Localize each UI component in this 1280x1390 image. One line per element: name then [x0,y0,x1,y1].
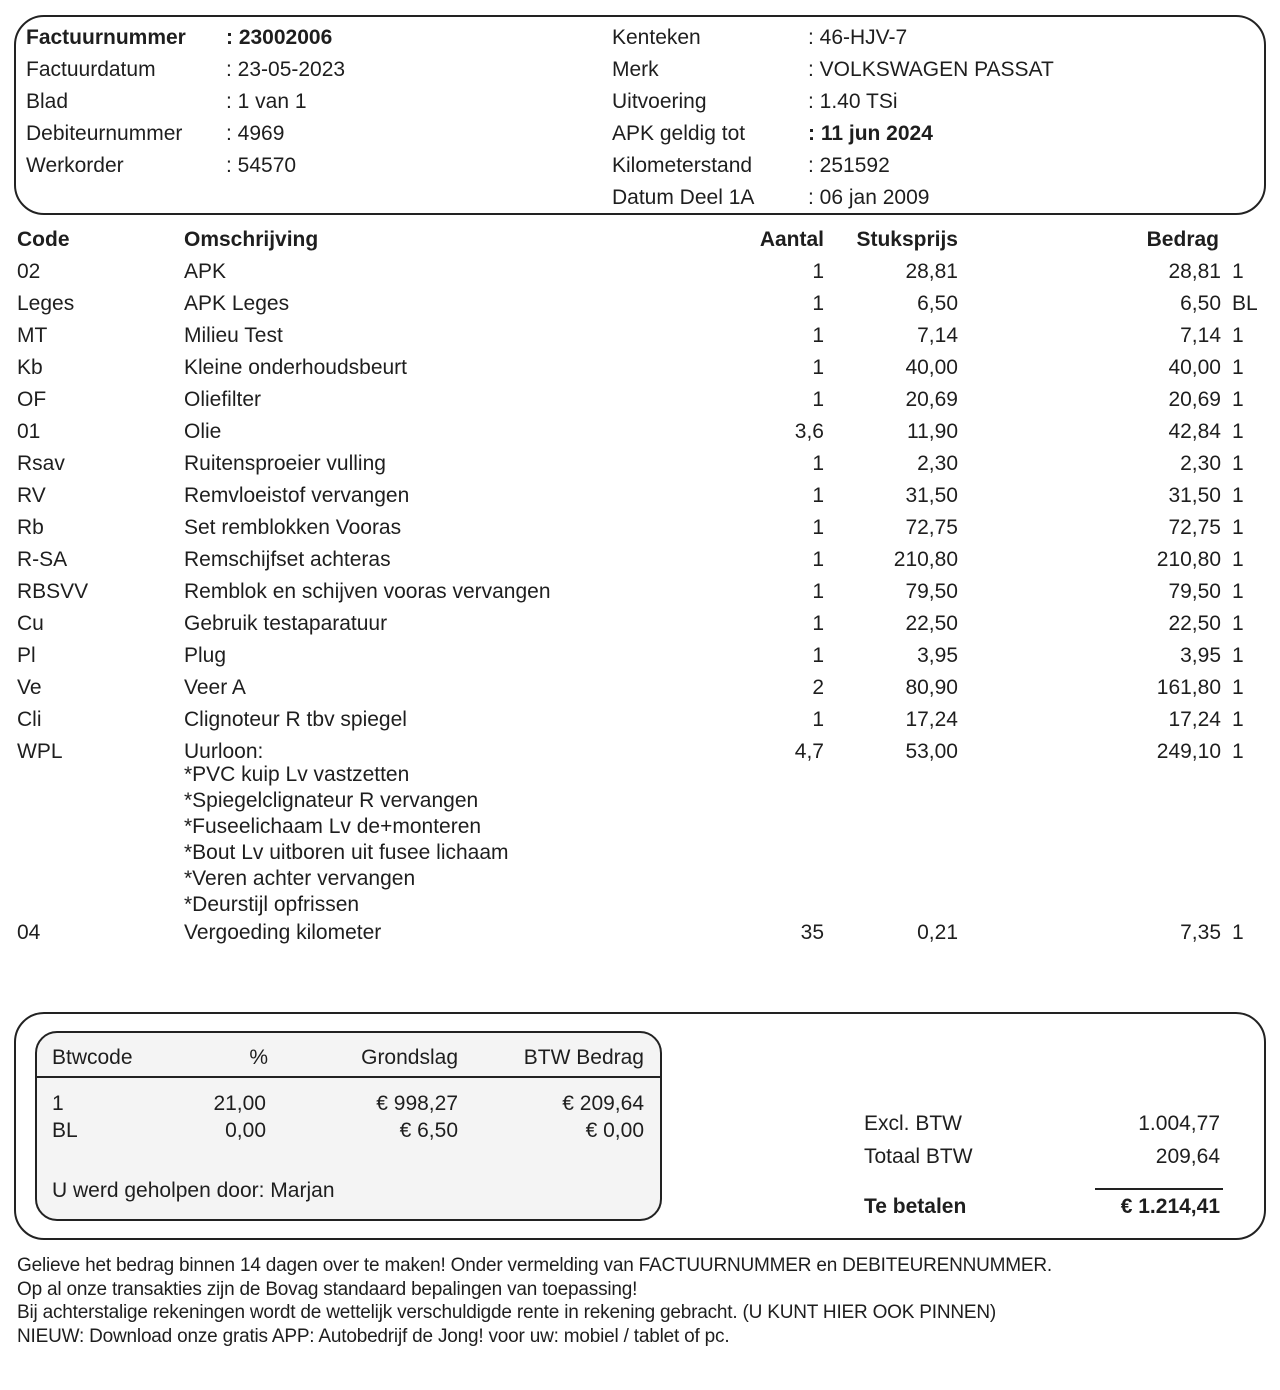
item-code: 02 [17,260,41,283]
item-description: Clignoteur R tbv spiegel [184,708,407,731]
invoice-number-label: Factuurnummer [26,26,186,49]
registration-date-label: Datum Deel 1A [612,186,755,209]
invoice-date-value: : 23-05-2023 [226,58,346,81]
item-btw-code: 1 [1232,676,1244,699]
btw-row-1-code: 1 [52,1092,64,1115]
license-plate-label: Kenteken [612,26,701,49]
item-description: Kleine onderhoudsbeurt [184,356,408,379]
model-label: Uitvoering [612,90,707,113]
invoice-number-value: : 23002006 [226,26,333,49]
item-unit-price: 2,30 [917,452,958,475]
item-description: Veer A [184,676,246,699]
item-quantity: 4,7 [794,740,824,763]
item-btw-code: 1 [1232,548,1244,571]
item-unit-price: 3,95 [917,644,958,667]
work-order-value: : 54570 [226,154,297,177]
item-unit-price: 7,14 [917,324,958,347]
item-quantity: 1 [812,260,824,283]
item-unit-price: 28,81 [905,260,958,283]
btw-header-divider [35,1076,662,1078]
excl-btw-label: Excl. BTW [864,1112,962,1135]
app-note: NIEUW: Download onze gratis APP: Autobedrijf de Jong! voor uw: mobiel / tablet of pc. [17,1326,730,1347]
item-description: Set remblokken Vooras [184,516,402,539]
item-btw-code: 1 [1232,452,1244,475]
license-plate-value: : 46-HJV-7 [808,26,908,49]
item-code: Pl [17,644,36,667]
item-code: 01 [17,420,41,443]
item-code: RV [17,484,46,507]
item-amount: 210,80 [1156,548,1221,571]
table-row [0,448,1280,480]
item-unit-price: 80,90 [905,676,958,699]
item-code: 04 [17,921,41,944]
table-row [0,544,1280,576]
total-btw-label: Totaal BTW [864,1145,973,1168]
item-code: Ve [17,676,42,699]
item-quantity: 1 [812,324,824,347]
column-header-description: Omschrijving [184,228,319,251]
item-unit-price: 72,75 [905,516,958,539]
page-label: Blad [26,90,69,113]
btw-row-2-code: BL [52,1119,78,1142]
item-amount: 7,35 [1180,921,1221,944]
labor-detail-line: *PVC kuip Lv vastzetten [184,763,410,786]
column-header-code: Code [17,228,70,251]
item-quantity: 1 [812,292,824,315]
item-amount: 6,50 [1180,292,1221,315]
item-amount: 28,81 [1168,260,1221,283]
item-quantity: 1 [812,708,824,731]
table-row [0,704,1280,736]
column-header-amount: Bedrag [1146,228,1219,251]
item-quantity: 35 [800,921,824,944]
table-row [0,512,1280,544]
item-quantity: 1 [812,356,824,379]
item-btw-code: 1 [1232,388,1244,411]
labor-detail-line: *Deurstijl opfrissen [184,893,360,916]
item-quantity: 1 [812,548,824,571]
item-btw-code: 1 [1232,740,1244,763]
btw-row-2-base: € 6,50 [399,1119,458,1142]
column-header-unit-price: Stuksprijs [856,228,958,251]
item-description: APK [184,260,227,283]
item-description: Remvloeistof vervangen [184,484,410,507]
item-amount: 7,14 [1180,324,1221,347]
btw-row-1-percent: 21,00 [213,1092,266,1115]
item-description: Olie [184,420,222,443]
item-btw-code: 1 [1232,612,1244,635]
item-unit-price: 0,21 [917,921,958,944]
total-btw-value: 209,64 [1155,1145,1220,1168]
item-btw-code: 1 [1232,324,1244,347]
item-btw-code: 1 [1232,484,1244,507]
item-amount: 72,75 [1168,516,1221,539]
item-quantity: 1 [812,580,824,603]
item-unit-price: 20,69 [905,388,958,411]
btw-row-1-base: € 998,27 [376,1092,458,1115]
table-row [0,640,1280,672]
labor-detail-line: *Veren achter vervangen [184,867,416,890]
excl-btw-value: 1.004,77 [1138,1112,1220,1135]
table-row [0,288,1280,320]
item-code: Leges [17,292,75,315]
item-unit-price: 22,50 [905,612,958,635]
item-btw-code: 1 [1232,644,1244,667]
item-code: WPL [17,740,63,763]
apk-valid-value: : 11 jun 2024 [808,122,933,145]
model-value: : 1.40 TSi [808,90,898,113]
item-quantity: 2 [812,676,824,699]
btw-header-code: Btwcode [52,1046,133,1069]
item-description: Plug [184,644,227,667]
item-quantity: 1 [812,644,824,667]
item-code: Rsav [17,452,65,475]
btw-header-percent: % [249,1046,268,1069]
item-btw-code: 1 [1232,260,1244,283]
column-header-quantity: Aantal [759,228,824,251]
btw-header-amount: BTW Bedrag [523,1046,644,1069]
table-row [0,384,1280,416]
item-amount: 161,80 [1156,676,1221,699]
debtor-number-value: : 4969 [226,122,285,145]
item-btw-code: 1 [1232,921,1244,944]
btw-header-base: Grondslag [361,1046,458,1069]
item-amount: 40,00 [1168,356,1221,379]
table-row [0,256,1280,288]
amount-due-label: Te betalen [864,1195,967,1218]
item-quantity: 1 [812,516,824,539]
item-description: APK Leges [184,292,290,315]
item-code: RBSVV [17,580,89,603]
item-description: Milieu Test [184,324,283,347]
item-btw-code: 1 [1232,708,1244,731]
brand-label: Merk [612,58,659,81]
odometer-value: : 251592 [808,154,890,177]
item-unit-price: 53,00 [905,740,958,763]
table-row [0,917,1280,949]
item-amount: 22,50 [1168,612,1221,635]
item-btw-code: 1 [1232,516,1244,539]
item-code: Kb [17,356,43,379]
table-row [0,480,1280,512]
item-btw-code: BL [1232,292,1258,315]
item-unit-price: 79,50 [905,580,958,603]
item-quantity: 3,6 [794,420,824,443]
item-code: Cu [17,612,44,635]
invoice-date-label: Factuurdatum [26,58,156,81]
item-amount: 31,50 [1168,484,1221,507]
item-code: Cli [17,708,42,731]
btw-row-1-amount: € 209,64 [562,1092,644,1115]
item-code: R-SA [17,548,68,571]
work-order-label: Werkorder [26,154,124,177]
item-quantity: 1 [812,612,824,635]
brand-value: : VOLKSWAGEN PASSAT [808,58,1054,81]
item-unit-price: 17,24 [905,708,958,731]
item-code: MT [17,324,48,347]
odometer-label: Kilometerstand [612,154,753,177]
item-btw-code: 1 [1232,420,1244,443]
bovag-note: Op al onze transakties zijn de Bovag standaard bepalingen van toepassing! [17,1279,638,1300]
item-unit-price: 6,50 [917,292,958,315]
item-amount: 42,84 [1168,420,1221,443]
item-amount: 3,95 [1180,644,1221,667]
item-description: Ruitensproeier vulling [184,452,386,475]
item-description: Vergoeding kilometer [184,921,382,944]
item-quantity: 1 [812,388,824,411]
item-description: Oliefilter [184,388,262,411]
labor-detail-line: *Fuseelichaam Lv de+monteren [184,815,482,838]
item-description: Uurloon: [184,740,264,763]
table-row [0,576,1280,608]
helped-by: U werd geholpen door: Marjan [52,1179,335,1202]
item-btw-code: 1 [1232,580,1244,603]
labor-detail-line: *Bout Lv uitboren uit fusee lichaam [184,841,509,864]
item-description: Remblok en schijven vooras vervangen [184,580,551,603]
item-description: Remschijfset achteras [184,548,391,571]
btw-row-2-amount: € 0,00 [585,1119,644,1142]
item-unit-price: 31,50 [905,484,958,507]
item-unit-price: 210,80 [893,548,958,571]
table-row [0,416,1280,448]
labor-detail-line: *Spiegelclignateur R vervangen [184,789,479,812]
item-amount: 17,24 [1168,708,1221,731]
amount-due-value: € 1.214,41 [1120,1195,1220,1218]
item-description: Gebruik testaparatuur [184,612,388,635]
table-row [0,352,1280,384]
item-quantity: 1 [812,484,824,507]
page-value: : 1 van 1 [226,90,307,113]
table-row [0,672,1280,704]
item-amount: 249,10 [1156,740,1221,763]
apk-valid-label: APK geldig tot [612,122,746,145]
item-btw-code: 1 [1232,356,1244,379]
item-amount: 20,69 [1168,388,1221,411]
debtor-number-label: Debiteurnummer [26,122,183,145]
payment-note: Gelieve het bedrag binnen 14 dagen over te maken! Onder vermelding van FACTUURNUMMER en DEBITEURENNUMMER. [17,1255,1052,1276]
table-row [0,320,1280,352]
interest-note: Bij achterstalige rekeningen wordt de wettelijk verschuldigde rente in rekening gebracht. (U KUNT HIER OOK PINNEN) [17,1302,997,1323]
btw-row-2-percent: 0,00 [225,1119,266,1142]
item-amount: 2,30 [1180,452,1221,475]
table-row [0,608,1280,640]
total-divider [1095,1188,1223,1190]
item-quantity: 1 [812,452,824,475]
item-code: OF [17,388,47,411]
registration-date-value: : 06 jan 2009 [808,186,930,209]
item-amount: 79,50 [1168,580,1221,603]
item-unit-price: 11,90 [907,420,958,443]
item-unit-price: 40,00 [905,356,958,379]
item-code: Rb [17,516,44,539]
